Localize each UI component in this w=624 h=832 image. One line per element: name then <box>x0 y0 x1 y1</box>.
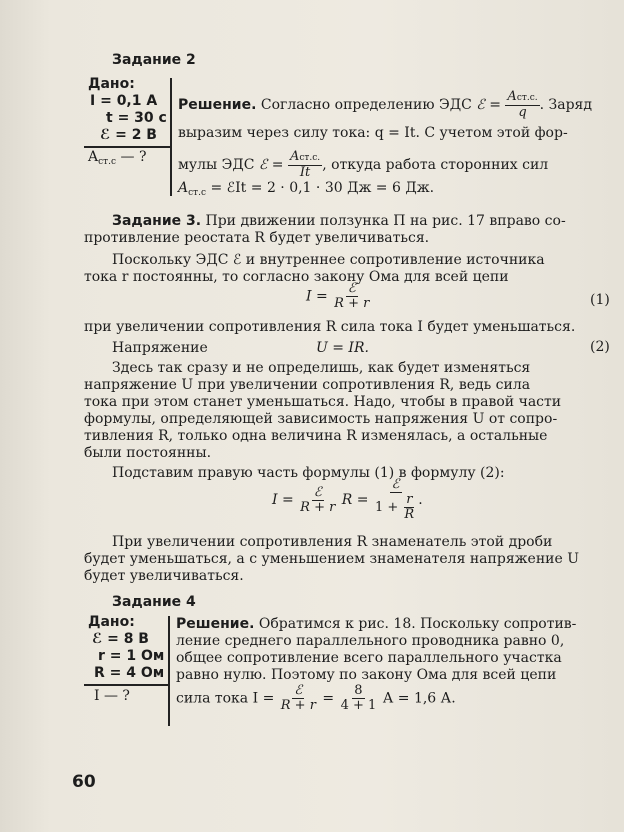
task3-p4-line1: Здесь так сразу и не определишь, как будет изменяться <box>112 360 531 376</box>
task2-given-current: I = 0,1 А <box>90 93 158 109</box>
task3-equation-1: I = $\frac{\text{ℰ}}{R + r}$ <box>306 281 370 311</box>
task4-solution-line5: сила тока I = $\frac{\text{ℰ}}{R + r}$ = $\frac{8}{4 + 1}$ А = 1,6 А. <box>176 683 456 713</box>
task2-solution-line3: мулы ЭДС ℰ = $\frac{\text{Aст.с.}}{It}$ , откуда работа сторонних сил <box>178 149 549 180</box>
task2-vertical-divider <box>170 78 172 196</box>
page-number: 60 <box>72 772 96 792</box>
task3-eq1-number: (1) <box>590 292 610 308</box>
task3-p2-line2: тока r постоянны, то согласно закону Ома для всей цепи <box>84 269 509 285</box>
task2-title: Задание 2 <box>112 52 196 68</box>
task2-solution-line1: Решение. Согласно определению ЭДС ℰ = $\frac{\text{Aст.с.}}{q}$ . Заряд <box>178 89 592 120</box>
task4-given-internal-r: r = 1 Ом <box>98 648 165 664</box>
task4-given-label: Дано: <box>88 614 135 630</box>
task3-eq2-label: Напряжение <box>112 340 208 356</box>
task4-title: Задание 4 <box>112 594 196 610</box>
task4-solution-line1: Решение. Обратимся к рис. 18. Поскольку сопротив- <box>176 616 577 632</box>
task2-given-box <box>84 76 170 196</box>
task4-find: I — ? <box>94 688 130 704</box>
task2-solution-line4: $A_{ст.с}$ = ℰIt = 2 · 0,1 · 30 Дж = 6 Дж. <box>178 180 435 198</box>
task3-p4-line6: были постоянны. <box>84 445 212 461</box>
task4-solution-line2: ление среднего параллельного проводника равно 0, <box>176 633 565 649</box>
task2-find: $A_{ст.с}$ — ? <box>88 149 147 167</box>
task3-p6-line1: При увеличении сопротивления R знаменатель этой дроби <box>112 534 553 550</box>
task3-p6-line3: будет увеличиваться. <box>84 568 244 584</box>
task3-p4-line4: формулы, определяющей зависимость напряжения U от сопро- <box>84 411 558 427</box>
task3-p3: при увеличении сопротивления R сила тока I будет уменьшаться. <box>84 319 576 335</box>
task4-solution-line4: равно нулю. Поэтому по закону Ома для всей цепи <box>176 667 557 683</box>
task3-p1-line1: Задание 3. При движении ползунка П на рис. 17 вправо со- <box>112 213 566 229</box>
task3-p2-line1: Поскольку ЭДС ℰ и внутреннее сопротивление источника <box>112 252 545 268</box>
task2-given-time: t = 30 с <box>106 110 167 126</box>
task2-given-label: Дано: <box>88 76 135 92</box>
task3-p5: Подставим правую часть формулы (1) в формулу (2): <box>112 465 505 481</box>
task4-given-box <box>84 614 170 724</box>
task3-p4-line5: тивления R, только одна величина R изменялась, а остальные <box>84 428 548 444</box>
task3-p4-line2: напряжение U при увеличении сопротивления R, ведь сила <box>84 377 531 393</box>
task2-solution-line2: выразим через силу тока: q = It. С учетом этой фор- <box>178 125 568 141</box>
task3-equation-3: I = $\frac{\text{ℰ}}{R + r}$ R = ℰ 1 + $\frac{r}{R}$ . <box>272 477 423 522</box>
task3-equation-2: U = IR. <box>316 340 369 356</box>
task3-eq2-number: (2) <box>590 339 610 355</box>
task4-vertical-divider <box>168 616 170 726</box>
task3-p6-line2: будет уменьшаться, а с уменьшением знаменателя напряжение U <box>84 551 580 567</box>
task3-p4-line3: тока при этом станет уменьшаться. Надо, чтобы в правой части <box>84 394 562 410</box>
task4-given-emf: ℰ = 8 В <box>92 631 149 647</box>
task4-given-external-r: R = 4 Ом <box>94 665 165 681</box>
task4-solution-line3: общее сопротивление всего параллельного участка <box>176 650 562 666</box>
task2-given-emf: ℰ = 2 В <box>100 127 157 143</box>
task3-p1-line2: противление реостата R будет увеличиваться. <box>84 230 430 246</box>
task4-find-divider <box>84 684 170 686</box>
task3-title: Задание 3. <box>112 213 202 229</box>
task2-find-divider <box>84 146 170 148</box>
